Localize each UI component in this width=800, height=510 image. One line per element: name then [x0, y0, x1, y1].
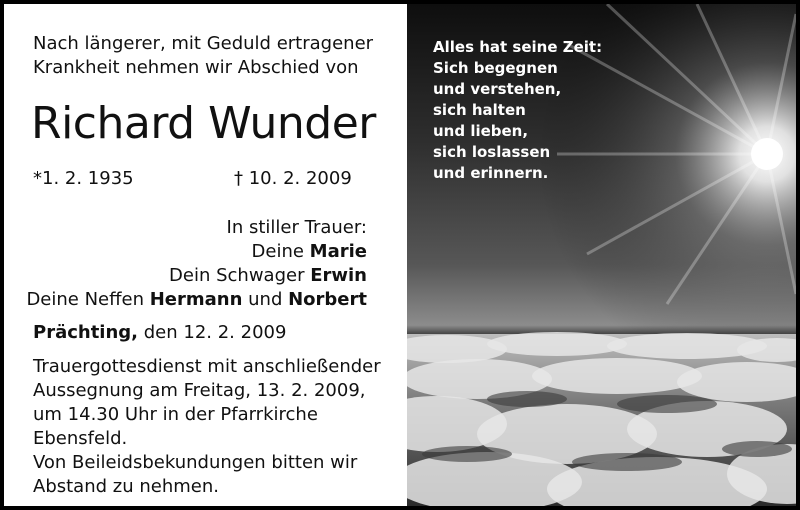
deceased-name: Richard Wunder — [31, 98, 376, 149]
intro-line: Nach längerer, mit Geduld ertragener — [33, 33, 374, 54]
mourner-name: Hermann — [149, 289, 243, 310]
service-line: um 14.30 Uhr in der Pfarrkirche — [33, 404, 318, 425]
poem-line: sich loslassen — [433, 143, 551, 161]
poem-line: sich halten — [433, 101, 526, 119]
mourner-name: Norbert — [288, 289, 367, 310]
mourner-relation: Deine — [251, 241, 310, 262]
mourner-line — [26, 288, 367, 312]
condolence-line: Von Beileidsbekundungen bitten wir — [33, 452, 358, 473]
mourner-relation: Deine Neffen — [26, 289, 150, 310]
service-line: Aussegnung am Freitag, 13. 2. 2009, — [33, 380, 366, 401]
poem — [433, 37, 602, 184]
mourning-heading: In stiller Trauer: — [226, 217, 367, 238]
service-line: Ebensfeld. — [33, 428, 128, 449]
mourner-line — [26, 240, 367, 264]
mourners-block — [26, 216, 367, 312]
intro-line: Krankheit nehmen wir Abschied von — [33, 57, 359, 78]
mourner-relation: Dein Schwager — [169, 265, 311, 286]
condolence-request — [33, 451, 357, 499]
place-date — [33, 321, 286, 345]
service-info — [33, 355, 381, 451]
sun-over-clouds-photo — [407, 4, 796, 506]
mourner-line — [26, 264, 367, 288]
death-date: † 10. 2. 2009 — [234, 168, 352, 189]
poem-line: Sich begegnen — [433, 59, 558, 77]
mourner-name: Marie — [309, 241, 367, 262]
condolence-line: Abstand zu nehmen. — [33, 476, 219, 497]
place-name: Prächting, — [33, 322, 139, 343]
service-line: Trauergottesdienst mit anschließender — [33, 356, 381, 377]
intro-text — [33, 32, 373, 80]
birth-date: *1. 2. 1935 — [33, 168, 134, 189]
notice-date: den 12. 2. 2009 — [138, 322, 287, 343]
mourner-conjunction: und — [242, 289, 289, 310]
poem-line: und verstehen, — [433, 80, 562, 98]
sun — [751, 138, 783, 170]
poem-line: Alles hat seine Zeit: — [433, 38, 603, 56]
text-panel — [4, 4, 407, 506]
poem-line: und lieben, — [433, 122, 529, 140]
poem-line: und erinnern. — [433, 164, 549, 182]
mourner-name: Erwin — [310, 265, 367, 286]
